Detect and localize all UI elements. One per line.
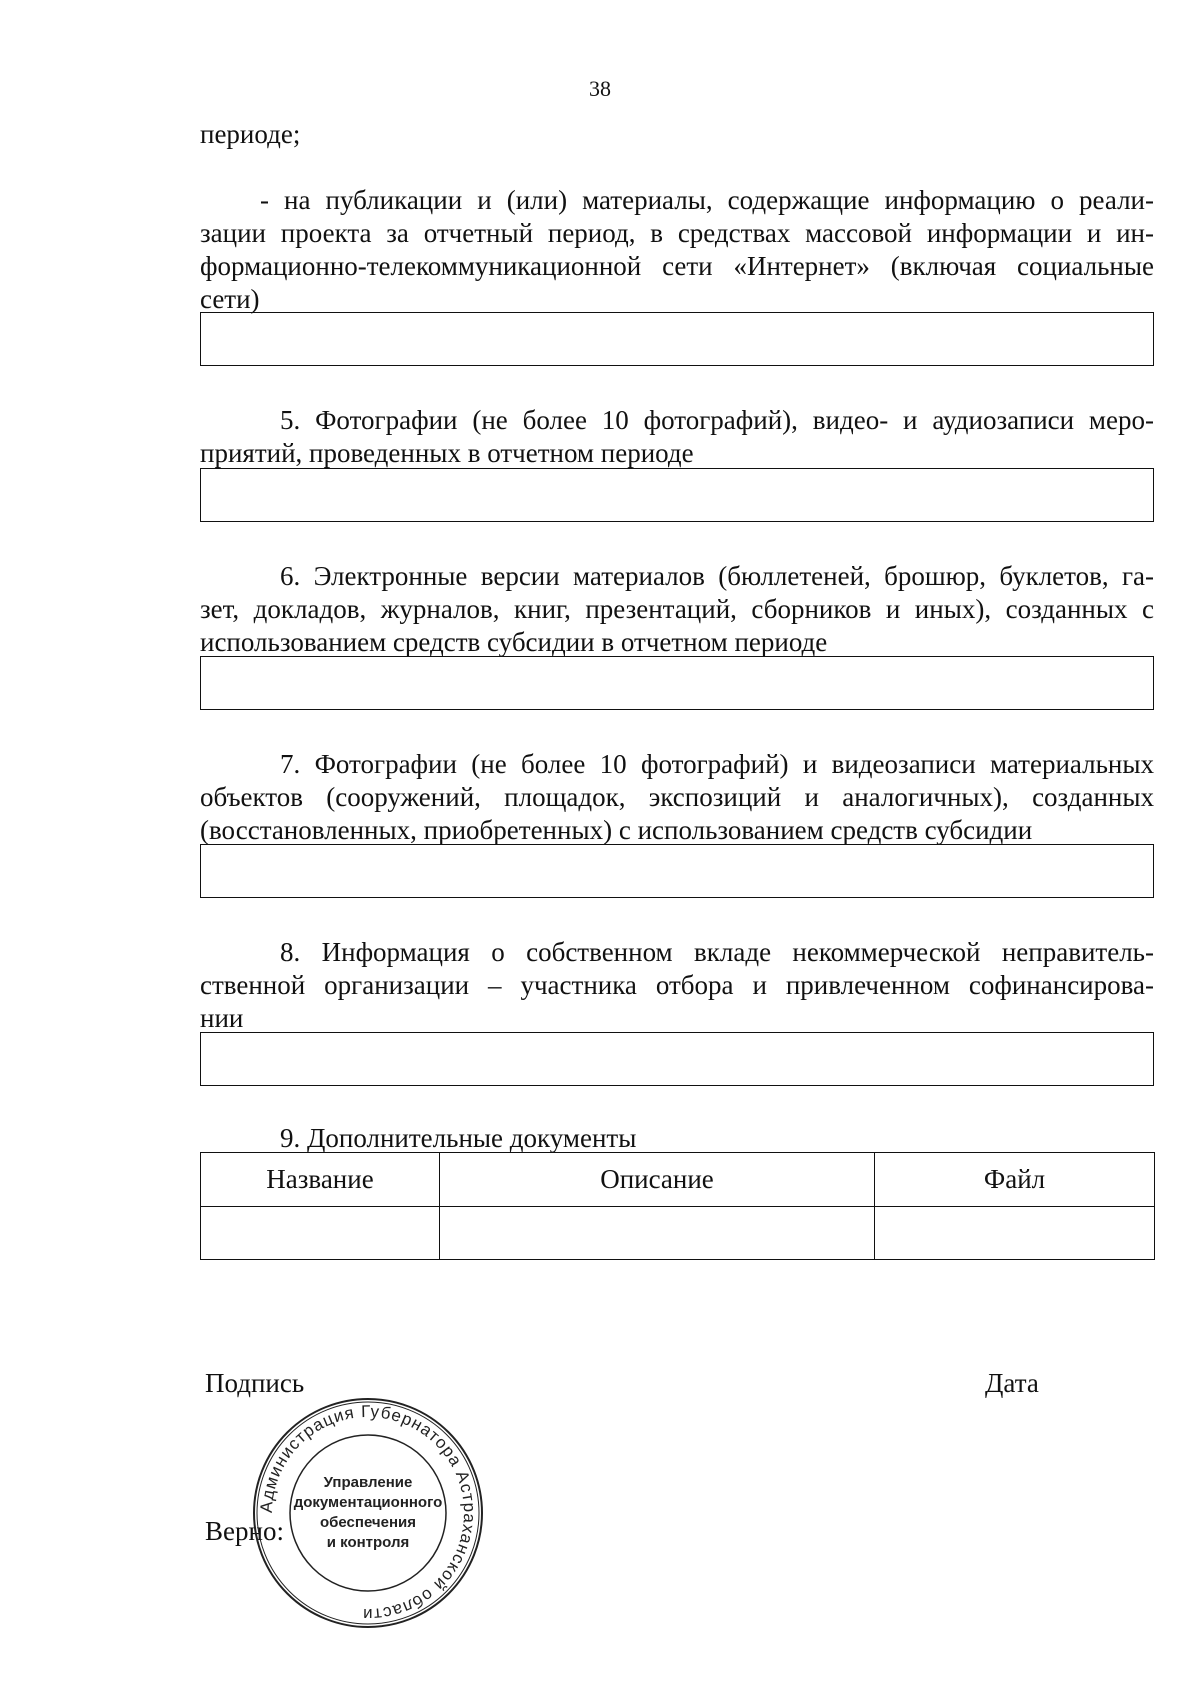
column-header-file: Файл <box>875 1153 1155 1207</box>
paragraph-line: зет, докладов, журналов, книг, презентаций, сборников и иных), созданных с <box>200 594 1154 624</box>
item-6-paragraph <box>200 560 1154 659</box>
cell-file[interactable] <box>875 1207 1155 1260</box>
page-number: 38 <box>589 76 611 101</box>
paragraph-line: зации проекта за отчетный период, в средствах массовой информации и ин- <box>200 218 1154 248</box>
stamp-inner-line: и контроля <box>326 1534 410 1551</box>
cell-name[interactable] <box>201 1207 440 1260</box>
item-6-input-box[interactable] <box>200 656 1154 710</box>
item-5-input-box[interactable] <box>200 468 1154 522</box>
paragraph-line: формационно-телекоммуникационной сети «Интернет» (включая социальные <box>200 251 1154 281</box>
item-5-paragraph <box>200 404 1154 470</box>
publications-input-box[interactable] <box>200 312 1154 366</box>
paragraph-line: 7. Фотографии (не более 10 фотографий) и видеозаписи материальных <box>280 749 1154 779</box>
item-7-paragraph <box>200 748 1154 847</box>
intro-fragment: периоде; <box>200 119 301 149</box>
paragraph-line: (восстановленных, приобретенных) с использованием средств субсидии <box>200 815 1033 845</box>
item-7-input-box[interactable] <box>200 844 1154 898</box>
cell-description[interactable] <box>440 1207 875 1260</box>
additional-documents-table <box>200 1152 1155 1260</box>
publications-paragraph <box>200 184 1154 316</box>
stamp-outer-text: Администрация Губернатора Астраханской области <box>256 1401 480 1625</box>
paragraph-line: использованием средств субсидии в отчетном периоде <box>200 627 828 657</box>
signature-label: Подпись <box>205 1368 305 1398</box>
column-header-description: Описание <box>440 1153 875 1207</box>
date-label: Дата <box>985 1368 1039 1398</box>
paragraph-line: 6. Электронные версии материалов (бюллетеней, брошюр, буклетов, га- <box>280 561 1154 591</box>
paragraph-line: нии <box>200 1003 244 1033</box>
paragraph-line: приятий, проведенных в отчетном периоде <box>200 438 694 468</box>
stamp-inner-line: обеспечения <box>319 1514 417 1531</box>
stamp-inner-line: Управление <box>323 1474 413 1491</box>
paragraph-line: 5. Фотографии (не более 10 фотографий), видео- и аудиозаписи меро- <box>280 405 1154 435</box>
verified-label: Верно: <box>205 1516 284 1546</box>
paragraph-line: сети) <box>200 284 260 314</box>
table-header-row <box>201 1153 1155 1207</box>
paragraph-line: объектов (сооружений, площадок, экспозиций и аналогичных), созданных <box>200 782 1154 812</box>
stamp-inner-line: документационного <box>293 1494 443 1511</box>
item-8-input-box[interactable] <box>200 1032 1154 1086</box>
official-stamp <box>250 1395 486 1631</box>
column-header-name: Название <box>201 1153 440 1207</box>
paragraph-line: 8. Информация о собственном вкладе некоммерческой неправитель- <box>280 937 1154 967</box>
paragraph-line: ственной организации – участника отбора и привлеченном софинансирова- <box>200 970 1154 1000</box>
paragraph-line: - на публикации и (или) материалы, содержащие информацию о реали- <box>260 185 1154 215</box>
table-row <box>201 1207 1155 1260</box>
item-8-paragraph <box>200 936 1154 1035</box>
item-9-heading: 9. Дополнительные документы <box>280 1123 637 1153</box>
